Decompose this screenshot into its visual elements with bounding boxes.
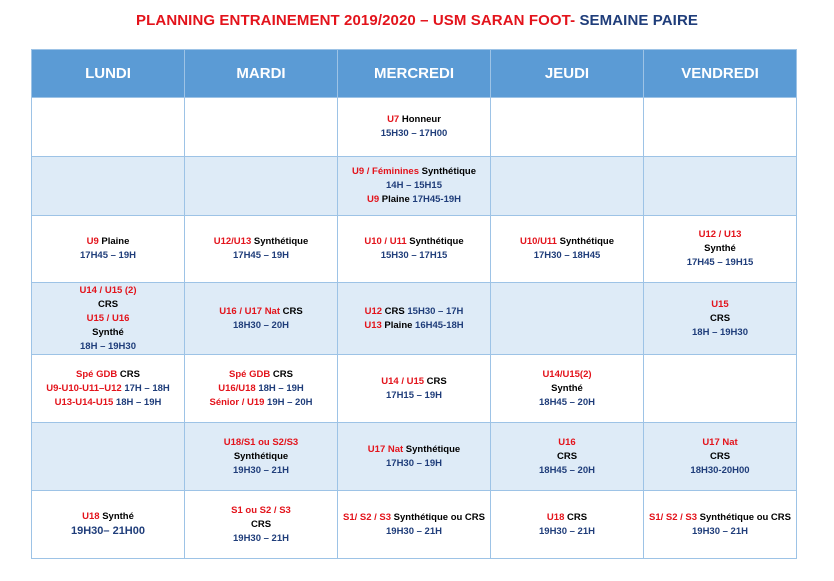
cell-line [339, 375, 489, 389]
venue-label: CRS [709, 312, 731, 324]
team-label: U9 [86, 236, 99, 247]
venue-label: Synthé [99, 511, 134, 522]
page-title [0, 12, 834, 29]
schedule-table [31, 49, 797, 559]
cell-line [339, 319, 489, 333]
cell-line [33, 368, 183, 382]
cell-line [33, 326, 183, 340]
team-label: U12/U13 [213, 236, 252, 247]
cell-line [645, 464, 795, 478]
team-label: S1 ou S2 / S3 [231, 504, 291, 516]
title-week: SEMAINE PAIRE [575, 12, 698, 29]
cell-line [339, 113, 489, 127]
team-label: U14/U15(2) [542, 368, 592, 380]
time-slot: 17H30 – 19H [386, 457, 442, 469]
venue-label: CRS [117, 368, 140, 380]
venue-label: Synthé [92, 326, 124, 338]
cell-lundi [32, 216, 185, 283]
time-slot: 19H30 – 21H [386, 525, 442, 537]
time-slot: 17H45 – 19H15 [686, 257, 754, 268]
time-slot: 17H45 – 19H [80, 250, 136, 261]
cell-line [339, 525, 489, 539]
team-label: U12 [364, 305, 383, 317]
cell-line [186, 464, 336, 478]
cell-mercredi [338, 491, 491, 559]
team-label: S1/ S2 / S3 [648, 511, 698, 523]
schedule-row [32, 423, 797, 491]
time-slot: 17H15 – 19H [386, 389, 442, 401]
header-row [32, 50, 797, 98]
time-slot: 17H45 – 19H [233, 250, 289, 261]
cell-line [645, 326, 795, 340]
team-label: U10 / U11 [364, 236, 407, 247]
time-slot: 19H30 – 21H [539, 525, 595, 537]
venue-label: Plaine [98, 236, 130, 247]
cell-line [492, 249, 642, 263]
cell-line [33, 340, 183, 354]
cell-line [186, 518, 336, 532]
cell-vendredi [644, 423, 797, 491]
cell-line [492, 450, 642, 464]
team-label: U16 / U17 Nat [219, 305, 281, 317]
time-slot: 18H30-20H00 [690, 464, 750, 476]
cell-line [339, 165, 489, 179]
schedule-row [32, 491, 797, 559]
venue-label: Synthétique [406, 236, 464, 247]
schedule-row [32, 355, 797, 423]
cell-mercredi [338, 355, 491, 423]
cell-mardi [185, 283, 338, 355]
cell-line [186, 532, 336, 546]
cell-mercredi [338, 423, 491, 491]
time-slot: 17H30 – 18H45 [533, 250, 601, 261]
cell-vendredi [644, 98, 797, 157]
venue-label: Synthé [551, 382, 583, 394]
venue-label: Synthétique ou CRS [697, 511, 791, 523]
team-label: U14 / U15 (2) [79, 284, 137, 296]
cell-lundi [32, 355, 185, 423]
cell-line [186, 249, 336, 263]
venue-label: CRS [564, 511, 588, 523]
team-label: U16 [558, 436, 576, 448]
time-slot: 18H – 19H [113, 396, 162, 408]
time-slot: 16H45-18H [415, 319, 464, 331]
cell-mercredi [338, 98, 491, 157]
time-slot: 19H30 – 21H [233, 464, 289, 476]
venue-label: Synthétique ou CRS [391, 511, 485, 523]
cell-mercredi [338, 283, 491, 355]
venue-label: CRS [556, 450, 578, 462]
team-label: Spé GDB [76, 368, 118, 380]
cell-jeudi [491, 423, 644, 491]
cell-line [492, 396, 642, 410]
schedule-row [32, 98, 797, 157]
time-slot: 15H30 – 17H [407, 305, 464, 317]
time-slot: 17H – 18H [121, 382, 170, 394]
cell-mardi [185, 423, 338, 491]
team-label: U16/U18 [218, 382, 256, 394]
cell-line [645, 525, 795, 539]
time-slot: 18H – 19H30 [692, 326, 748, 338]
cell-line [645, 511, 795, 525]
day-header-mercredi: MERCREDI [338, 50, 491, 98]
team-label: U13-U14-U15 [54, 396, 114, 408]
cell-line [33, 524, 183, 539]
venue-label: CRS [382, 305, 408, 317]
team-label: U15 / U16 [86, 312, 130, 324]
cell-line [339, 235, 489, 249]
cell-line [33, 382, 183, 396]
cell-line [339, 457, 489, 471]
cell-lundi [32, 98, 185, 157]
cell-line [339, 249, 489, 263]
cell-line [492, 464, 642, 478]
cell-line [33, 396, 183, 410]
team-label: U18 [546, 511, 565, 523]
schedule-row [32, 283, 797, 355]
cell-mercredi [338, 157, 491, 216]
cell-line [186, 382, 336, 396]
cell-line [186, 436, 336, 450]
team-label: U9-U10-U11–U12 [46, 382, 122, 394]
time-slot: 15H30 – 17H15 [380, 250, 448, 261]
cell-jeudi [491, 355, 644, 423]
cell-line [492, 436, 642, 450]
venue-label: Honneur [399, 114, 441, 125]
cell-line [33, 249, 183, 263]
team-label: U12 / U13 [698, 229, 742, 240]
cell-lundi [32, 491, 185, 559]
cell-line [33, 510, 183, 524]
day-header-vendredi: VENDREDI [644, 50, 797, 98]
time-slot: 18H45 – 20H [539, 464, 595, 476]
team-label: U13 [364, 319, 382, 331]
time-slot: 18H – 19H [255, 382, 304, 394]
cell-mardi [185, 157, 338, 216]
venue-label: CRS [270, 368, 293, 380]
cell-line [33, 284, 183, 298]
cell-line [492, 511, 642, 525]
venue-label: Synthétique [251, 236, 309, 247]
cell-mercredi [338, 216, 491, 283]
cell-line [645, 436, 795, 450]
cell-line [186, 305, 336, 319]
cell-jeudi [491, 216, 644, 283]
time-slot: 18H45 – 20H [539, 396, 595, 408]
time-slot: 19H – 20H [264, 396, 313, 408]
day-header-lundi: LUNDI [32, 50, 185, 98]
team-label: Sénior / U19 [209, 396, 265, 408]
cell-line [186, 504, 336, 518]
cell-vendredi [644, 491, 797, 559]
cell-line [492, 382, 642, 396]
day-header-jeudi: JEUDI [491, 50, 644, 98]
cell-line [186, 319, 336, 333]
cell-jeudi [491, 157, 644, 216]
venue-label: CRS [709, 450, 731, 462]
team-label: U9 [366, 194, 380, 205]
cell-line [645, 242, 795, 256]
cell-line [339, 511, 489, 525]
cell-line [186, 368, 336, 382]
cell-line [33, 298, 183, 312]
cell-mardi [185, 98, 338, 157]
cell-line [339, 127, 489, 141]
cell-line [33, 312, 183, 326]
cell-line [186, 450, 336, 464]
cell-line [339, 193, 489, 207]
time-slot: 15H30 – 17H00 [380, 128, 448, 139]
cell-mardi [185, 216, 338, 283]
cell-lundi [32, 283, 185, 355]
venue-label: Plaine [381, 319, 416, 331]
title-main: PLANNING ENTRAINEMENT 2019/2020 – USM SARAN FOOT- [136, 12, 576, 29]
cell-line [339, 305, 489, 319]
cell-line [339, 443, 489, 457]
venue-label: Plaine [379, 194, 413, 205]
cell-lundi [32, 157, 185, 216]
cell-jeudi [491, 491, 644, 559]
team-label: U18/S1 ou S2/S3 [223, 436, 299, 448]
cell-vendredi [644, 355, 797, 423]
venue-label: CRS [250, 518, 272, 530]
schedule-body [32, 98, 797, 559]
cell-vendredi [644, 283, 797, 355]
cell-mardi [185, 355, 338, 423]
team-label: Spé GDB [229, 368, 271, 380]
cell-lundi [32, 423, 185, 491]
venue-label: CRS [424, 375, 447, 387]
cell-line [33, 235, 183, 249]
time-slot: 18H – 19H30 [80, 340, 136, 352]
schedule-row [32, 216, 797, 283]
cell-line [186, 235, 336, 249]
cell-line [645, 312, 795, 326]
cell-line [645, 228, 795, 242]
time-slot: 18H30 – 20H [233, 319, 289, 331]
team-label: S1/ S2 / S3 [342, 511, 392, 523]
time-slot: 19H30 – 21H [692, 525, 748, 537]
team-label: U17 Nat [367, 443, 404, 455]
cell-line [645, 450, 795, 464]
venue-label: Synthétique [419, 166, 477, 177]
cell-jeudi [491, 98, 644, 157]
cell-mardi [185, 491, 338, 559]
team-label: U9 / Féminines [351, 166, 420, 177]
team-label: U15 [711, 298, 729, 310]
cell-line [645, 298, 795, 312]
venue-label: Synthétique [556, 236, 614, 247]
cell-line [492, 368, 642, 382]
day-header-mardi: MARDI [185, 50, 338, 98]
time-slot: 17H45-19H [412, 194, 461, 205]
cell-vendredi [644, 216, 797, 283]
venue-label: CRS [97, 298, 119, 310]
team-label: U10/U11 [520, 236, 557, 247]
cell-line [492, 235, 642, 249]
time-slot: 19H30 – 21H [233, 532, 289, 544]
cell-vendredi [644, 157, 797, 216]
cell-line [339, 389, 489, 403]
team-label: U18 [82, 511, 100, 522]
cell-jeudi [491, 283, 644, 355]
schedule-row [32, 157, 797, 216]
venue-label: Synthétique [403, 443, 461, 455]
cell-line [339, 179, 489, 193]
time-slot: 19H30– 21H00 [70, 525, 145, 537]
venue-label: Synthétique [233, 450, 289, 462]
team-label: U7 [387, 114, 400, 125]
cell-line [186, 396, 336, 410]
team-label: U14 / U15 [381, 375, 425, 387]
venue-label: Synthé [704, 243, 736, 254]
cell-line [492, 525, 642, 539]
time-slot: 14H – 15H15 [386, 180, 442, 191]
team-label: U17 Nat [702, 436, 738, 448]
venue-label: CRS [280, 305, 303, 317]
cell-line [645, 256, 795, 270]
